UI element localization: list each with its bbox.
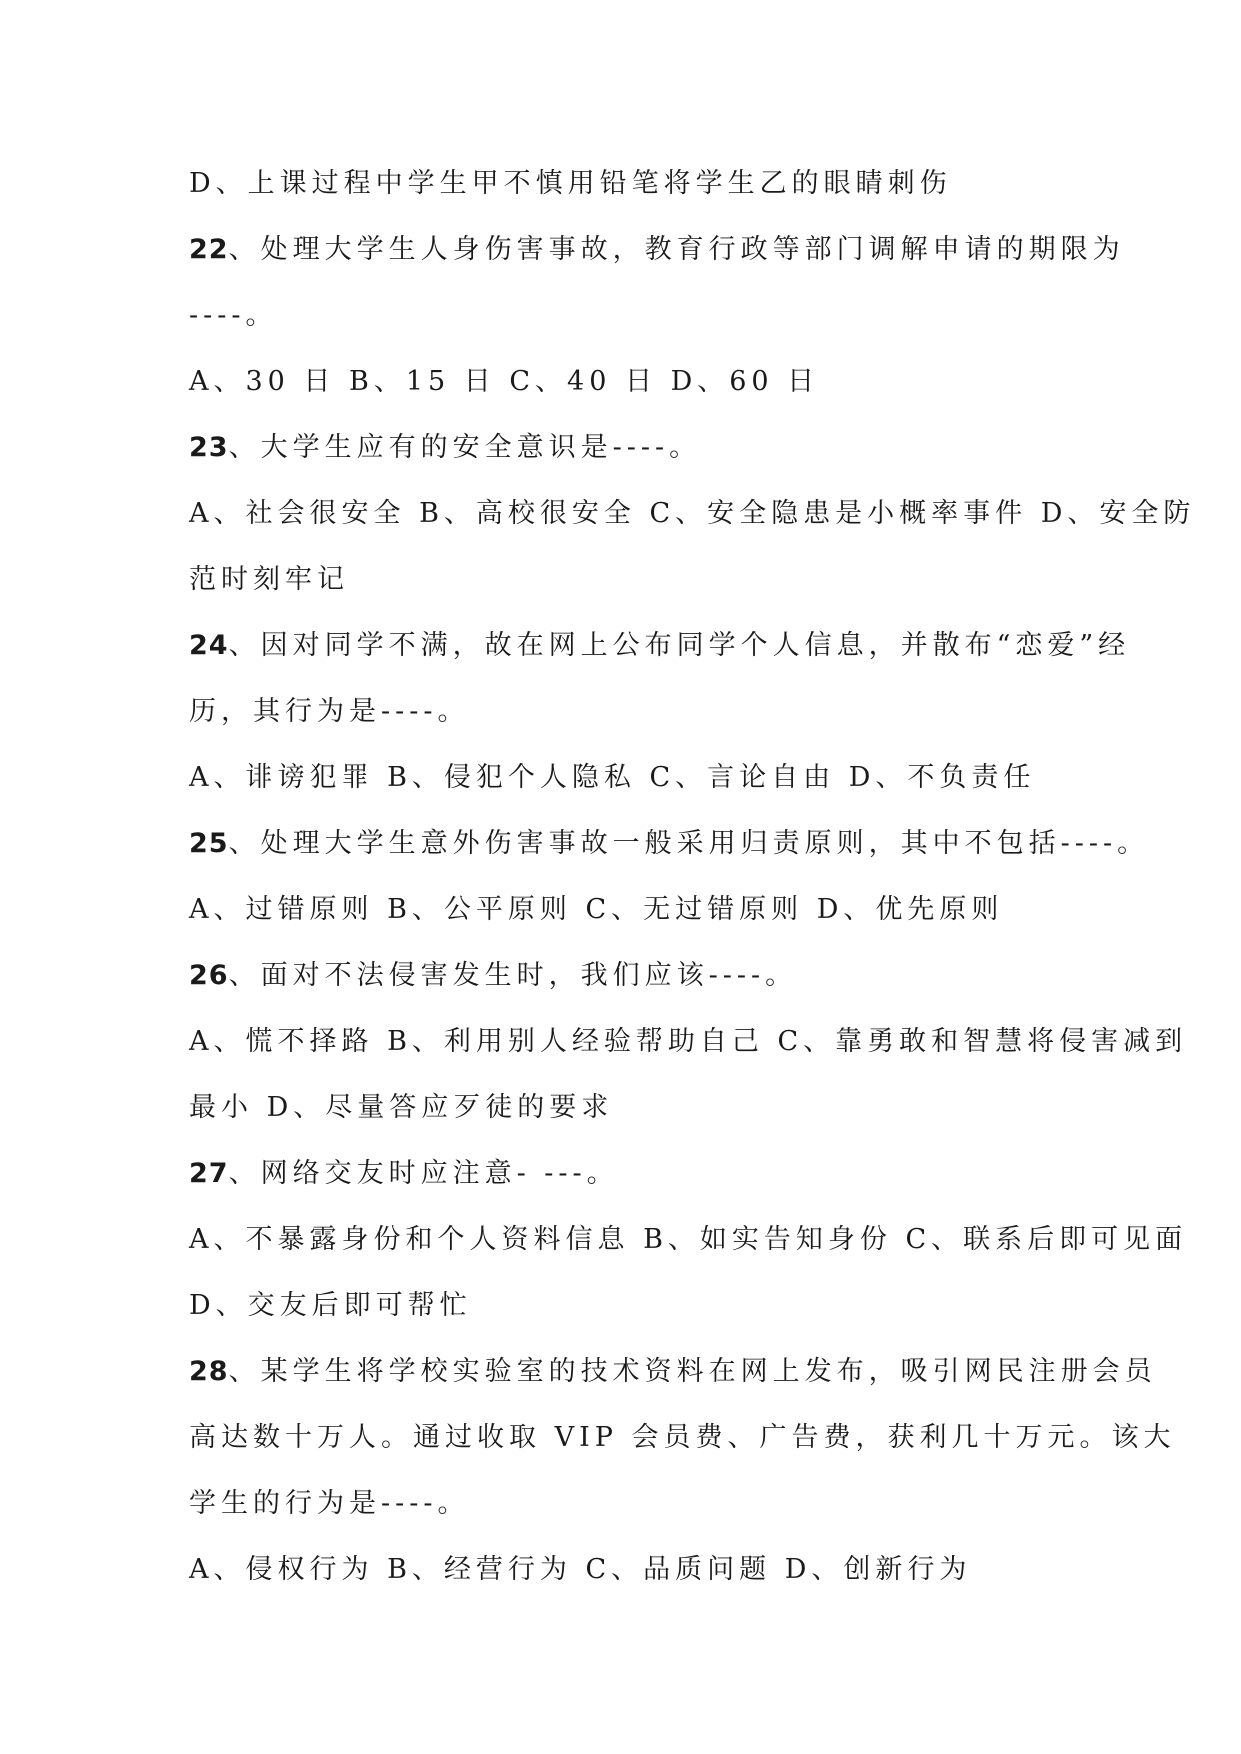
question-22: 22、处理大学生人身伤害事故，教育行政等部门调解申请的期限为: [189, 234, 1125, 265]
question-number: 26: [189, 960, 229, 991]
text-line: 范时刻牢记: [189, 564, 349, 595]
text-line: 高达数十万人。通过收取 VIP 会员费、广告费，获利几十万元。该大: [189, 1422, 1176, 1453]
text-line: 学生的行为是----。: [189, 1488, 470, 1519]
text-line: D、交友后即可帮忙: [189, 1290, 472, 1321]
question-23: 23、大学生应有的安全意识是----。: [189, 432, 702, 463]
text-line: 最小 D、尽量答应歹徒的要求: [189, 1092, 614, 1123]
question-27: 27、网络交友时应注意- ---。: [189, 1158, 619, 1189]
question-number: 24: [189, 630, 229, 661]
answer-options: A、诽谤犯罪 B、侵犯个人隐私 C、言论自由 D、不负责任: [189, 762, 1036, 793]
answer-options: A、过错原则 B、公平原则 C、无过错原则 D、优先原则: [189, 894, 1004, 925]
text-line: D、上课过程中学生甲不慎用铅笔将学生乙的眼睛刺伤: [189, 168, 952, 199]
question-number: 27: [189, 1158, 229, 1189]
answer-options: A、慌不择路 B、利用别人经验帮助自己 C、靠勇敢和智慧将侵害减到: [189, 1026, 1188, 1057]
question-24: 24、因对同学不满，故在网上公布同学个人信息，并散布“恋爱”经: [189, 630, 1131, 661]
question-28: 28、某学生将学校实验室的技术资料在网上发布，吸引网民注册会员: [189, 1356, 1157, 1387]
answer-options: A、侵权行为 B、经营行为 C、品质问题 D、创新行为: [189, 1554, 972, 1585]
question-25: 25、处理大学生意外伤害事故一般采用归责原则，其中不包括----。: [189, 828, 1150, 859]
answer-options: A、社会很安全 B、高校很安全 C、安全隐患是小概率事件 D、安全防: [189, 498, 1196, 529]
text-line: 历，其行为是----。: [189, 696, 470, 727]
text-line: ----。: [189, 300, 278, 331]
answer-options: A、30 日 B、15 日 C、40 日 D、60 日: [189, 366, 820, 397]
question-26: 26、面对不法侵害发生时，我们应该----。: [189, 960, 798, 991]
question-number: 25: [189, 828, 229, 859]
answer-options: A、不暴露身份和个人资料信息 B、如实告知身份 C、联系后即可见面: [189, 1224, 1188, 1255]
question-number: 22: [189, 234, 229, 265]
question-number: 23: [189, 432, 229, 463]
question-number: 28: [189, 1356, 229, 1387]
